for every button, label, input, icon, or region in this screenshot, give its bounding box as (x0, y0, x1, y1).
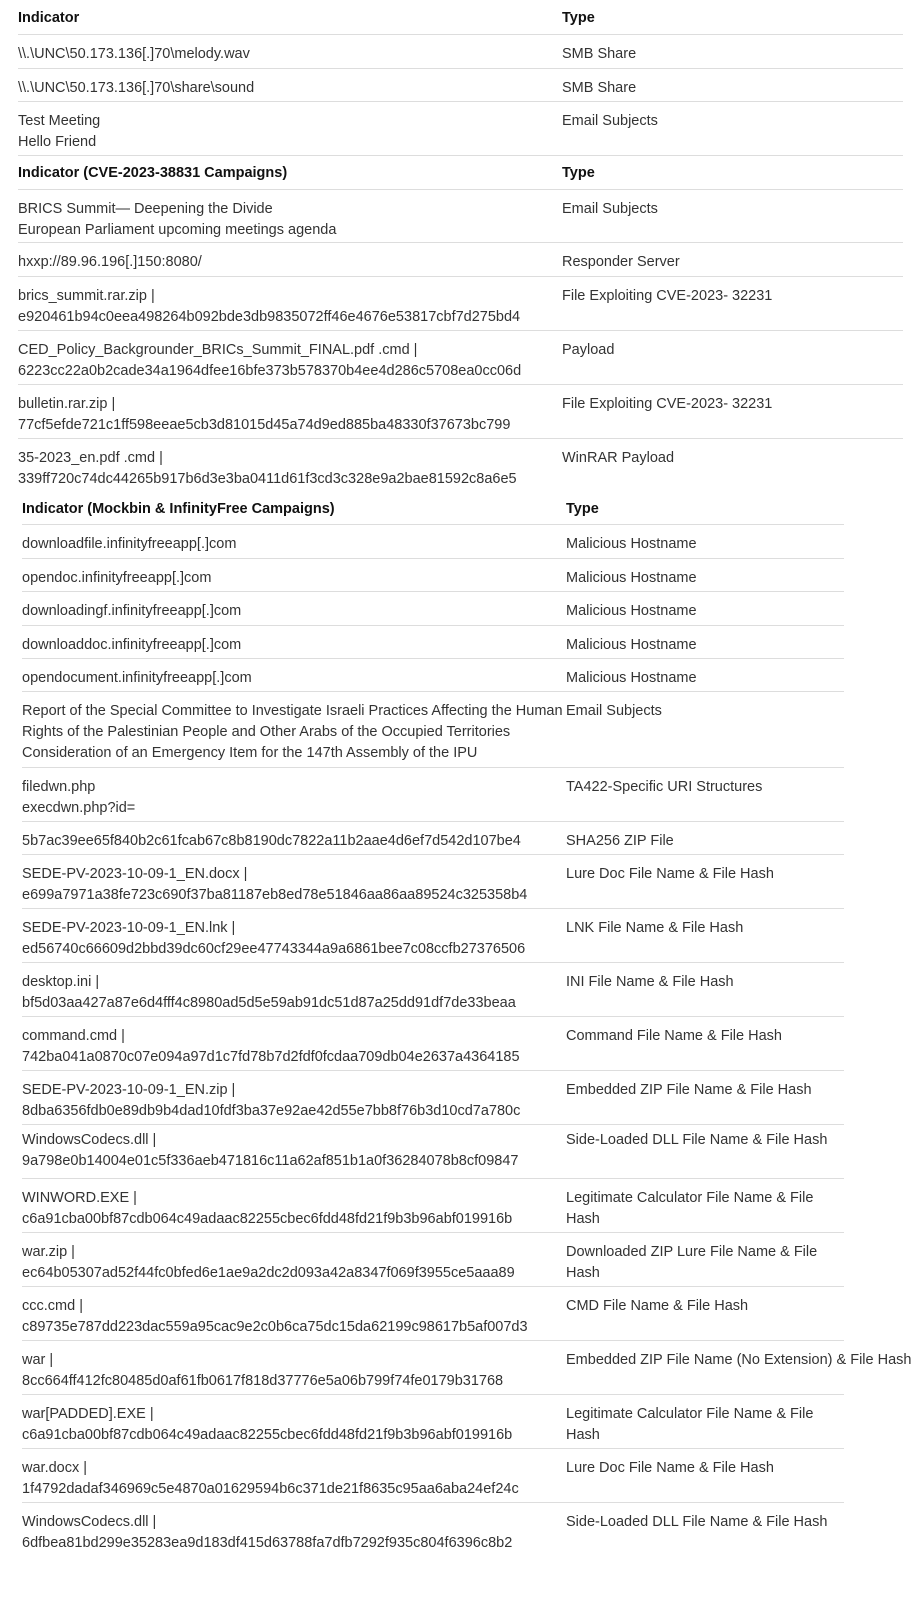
indicator-cell: Test Meeting Hello Friend (18, 101, 562, 155)
ioc-table-mockbin-infinityfree (22, 491, 912, 1556)
table-row (18, 276, 903, 330)
ioc-table-cve-2023-38831 (18, 155, 903, 492)
indicator-cell: WindowsCodecs.dll | 6dfbea81bd299e35283ea9d183df415d63788fa7dfb7292f935c804f6396c8b2 (22, 1513, 513, 1551)
type-cell: Lure Doc File Name & File Hash (566, 1448, 844, 1502)
table-row (22, 767, 844, 821)
table-row (22, 1070, 844, 1124)
type-cell: SMB Share (562, 68, 903, 101)
table-row (22, 962, 844, 1016)
type-cell: Embedded ZIP File Name & File Hash (566, 1070, 844, 1124)
table-row (22, 1394, 844, 1448)
header-type: Type (566, 491, 844, 524)
type-cell: INI File Name & File Hash (566, 962, 844, 1016)
indicator-cell: \\.\UNC\50.173.136[.]70\melody.wav (18, 34, 562, 68)
indicator-cell: \\.\UNC\50.173.136[.]70\share\sound (18, 68, 562, 101)
indicator-cell: WINWORD.EXE | c6a91cba00bf87cdb064c49adaac82255cbec6fdd48fd21f9b3b96abf019916b (22, 1178, 566, 1232)
table-header-row (18, 0, 903, 34)
indicator-cell: opendoc.infinityfreeapp[.]com (22, 558, 566, 591)
indicator-cell: filedwn.php execdwn.php?id= (22, 767, 566, 821)
indicator-cell: bulletin.rar.zip | 77cf5efde721c1ff598eeae5cb3d81015d45a74d9ed885ba48330f37673bc799 (18, 384, 562, 438)
table-row (22, 1286, 844, 1340)
indicator-cell: Report of the Special Committee to Investigate Israeli Practices Affecting the Human Rights of the Palestinian People and Other Arabs of the Occupied Territories Consideration of an Emergency Item for the 147th Assembly of the IPU (22, 691, 566, 767)
table-row (22, 691, 844, 767)
indicator-cell: ccc.cmd | c89735e787dd223dac559a95cac9e2c0b6ca75dc15da62199c98617b5af007d3 (22, 1286, 566, 1340)
header-indicator: Indicator (CVE-2023-38831 Campaigns) (18, 155, 562, 189)
indicator-cell: war.zip | ec64b05307ad52f44fc0bfed6e1ae9a2dc2d093a42a8347f069f3955ce5aaa89 (22, 1232, 566, 1286)
indicator-cell: SEDE-PV-2023-10-09-1_EN.lnk | ed56740c66609d2bbd39dc60cf29ee47743344a9a6861bee7c08ccfb27376506 (22, 908, 566, 962)
table-row (22, 821, 844, 854)
type-cell: SMB Share (562, 34, 903, 68)
table-row (22, 908, 844, 962)
table-row (22, 1178, 844, 1232)
table-row (22, 1016, 844, 1070)
header-type: Type (562, 0, 903, 34)
ioc-table-general (18, 0, 903, 156)
type-cell: Responder Server (562, 242, 903, 276)
header-indicator: Indicator (Mockbin & InfinityFree Campaigns) (22, 491, 566, 524)
table-row (22, 1502, 844, 1556)
type-cell: Malicious Hostname (566, 524, 844, 558)
table-row (18, 384, 903, 438)
indicator-cell: war.docx | 1f4792dadaf346969c5e4870a01629594b6c371de21f8635c95aa6aba24ef24c (22, 1448, 566, 1502)
table-row (22, 1448, 844, 1502)
table-row (22, 524, 844, 558)
table-row (18, 330, 903, 384)
table-row (18, 189, 903, 242)
table-row (22, 1340, 844, 1394)
type-cell: Malicious Hostname (566, 658, 844, 691)
type-cell: SHA256 ZIP File (566, 821, 844, 854)
indicator-cell: downloadfile.infinityfreeapp[.]com (22, 524, 566, 558)
table-row (22, 1124, 844, 1178)
table-row (18, 34, 903, 68)
type-cell: Payload (562, 330, 903, 384)
indicator-cell: CED_Policy_Backgrounder_BRICs_Summit_FINAL.pdf .cmd | 6223cc22a0b2cade34a1964dfee16bfe373b578370b4ee4d286c5708ea0cc06d (18, 330, 562, 384)
table-row (22, 625, 844, 658)
table-row (22, 1232, 844, 1286)
table-row (18, 68, 903, 101)
type-cell: CMD File Name & File Hash (566, 1286, 844, 1340)
indicator-cell: brics_summit.rar.zip | e920461b94c0eea498264b092bde3db9835072ff46e4676e53817cbf7d275bd4 (18, 276, 562, 330)
table-row (22, 854, 844, 908)
indicator-cell: war[PADDED].EXE | c6a91cba00bf87cdb064c49adaac82255cbec6fdd48fd21f9b3b96abf019916b (22, 1394, 566, 1448)
indicator-cell: SEDE-PV-2023-10-09-1_EN.docx | e699a7971a38fe723c690f37ba81187eb8ed78e51846aa86aa89524c325358b4 (22, 854, 566, 908)
table-row (22, 591, 844, 625)
header-type: Type (562, 155, 903, 189)
indicator-cell: war | 8cc664ff412fc80485d0af61fb0617f818d37776e5a06b799f74fe0179b31768 (22, 1340, 566, 1394)
type-cell: TA422-Specific URI Structures (566, 767, 844, 821)
indicator-cell: 35-2023_en.pdf .cmd | 339ff720c74dc44265b917b6d3e3ba0411d61f3cd3c328e9a2bae81592c8a6e5 (18, 449, 517, 487)
type-cell: Email Subjects (562, 189, 903, 242)
indicator-cell: desktop.ini | bf5d03aa427a87e6d4fff4c8980ad5d5e59ab91dc51d87a25dd91df7de33beaa (22, 962, 566, 1016)
indicator-cell: WindowsCodecs.dll | 9a798e0b14004e01c5f336aeb471816c11a62af851b1a0f36284078b8cf09847 (22, 1124, 566, 1178)
type-cell: File Exploiting CVE-2023- 32231 (562, 276, 903, 330)
type-cell: Command File Name & File Hash (566, 1016, 844, 1070)
type-cell: Downloaded ZIP Lure File Name & File Hash (566, 1232, 844, 1286)
type-cell: Email Subjects (566, 691, 844, 767)
indicator-cell: command.cmd | 742ba041a0870c07e094a97d1c7fd78b7d2fdf0fcdaa709db04e2637a4364185 (22, 1016, 566, 1070)
indicator-cell: hxxp://89.96.196[.]150:8080/ (18, 242, 562, 276)
type-cell: Lure Doc File Name & File Hash (566, 854, 844, 908)
type-cell: LNK File Name & File Hash (566, 908, 844, 962)
type-cell: Malicious Hostname (566, 558, 844, 591)
type-cell: File Exploiting CVE-2023- 32231 (562, 384, 903, 438)
table-row (18, 438, 903, 492)
type-cell: Side-Loaded DLL File Name & File Hash (566, 1513, 828, 1530)
indicator-cell: downloadingf.infinityfreeapp[.]com (22, 591, 566, 625)
indicator-cell: SEDE-PV-2023-10-09-1_EN.zip | 8dba6356fdb0e89db9b4dad10fdf3ba37e92ae42d55e7bb8f76b3d10cd7a780c (22, 1070, 566, 1124)
type-cell: Embedded ZIP File Name (No Extension) & File Hash (566, 1340, 844, 1394)
table-row (22, 558, 844, 591)
indicator-cell: downloaddoc.infinityfreeapp[.]com (22, 625, 566, 658)
table-header-row (22, 491, 844, 524)
type-cell: Malicious Hostname (566, 625, 844, 658)
type-cell: Legitimate Calculator File Name & File Hash (566, 1394, 844, 1448)
table-row (18, 101, 903, 155)
table-header-row (18, 155, 903, 189)
type-cell: WinRAR Payload (562, 449, 675, 466)
indicator-cell: 5b7ac39ee65f840b2c61fcab67c8b8190dc7822a11b2aae4d6ef7d542d107be4 (22, 821, 566, 854)
header-indicator: Indicator (18, 0, 562, 34)
type-cell: Malicious Hostname (566, 591, 844, 625)
table-row (18, 242, 903, 276)
indicator-cell: opendocument.infinityfreeapp[.]com (22, 658, 566, 691)
type-cell: Email Subjects (562, 101, 903, 155)
table-row (22, 658, 844, 691)
indicator-cell: BRICS Summit— Deepening the Divide European Parliament upcoming meetings agenda (18, 189, 562, 242)
type-cell: Side-Loaded DLL File Name & File Hash (566, 1124, 844, 1178)
type-cell: Legitimate Calculator File Name & File Hash (566, 1178, 844, 1232)
